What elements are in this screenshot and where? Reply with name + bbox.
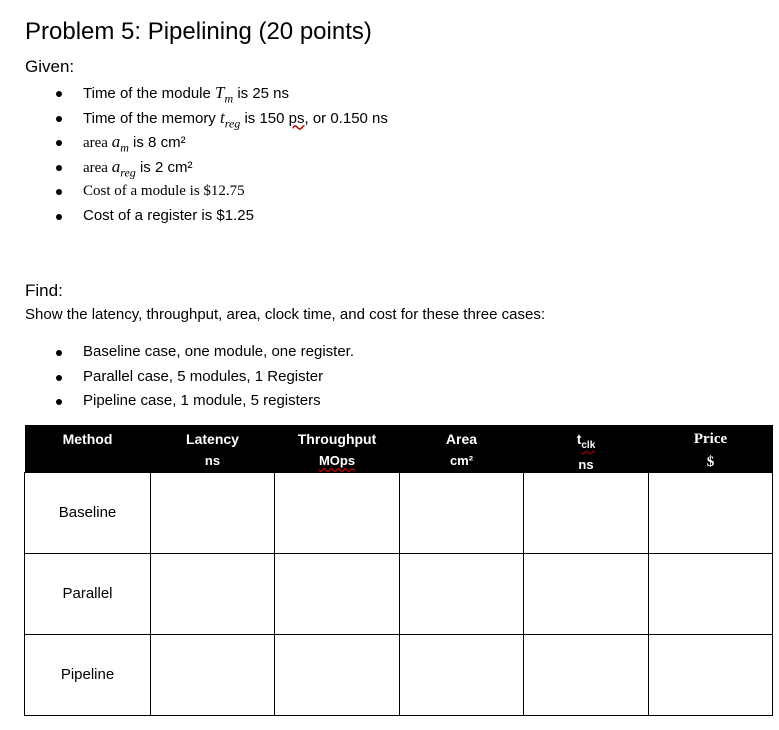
- case-baseline: Baseline case, one module, one register.: [56, 340, 354, 365]
- row-label-pipeline: Pipeline: [25, 634, 151, 715]
- answer-cell[interactable]: [649, 634, 773, 715]
- given-item-memory-time: Time of the memory $t_{reg}$ is 150 ps, or 0.150 ns: [56, 106, 388, 131]
- answer-cell[interactable]: [151, 472, 275, 553]
- cases-list: [56, 340, 354, 414]
- table-row: [25, 472, 773, 553]
- given-item-module-time: Time of the module $T_m$ is 25 ns: [56, 81, 388, 106]
- row-label-baseline: Baseline: [25, 472, 151, 553]
- answer-cell[interactable]: [275, 634, 400, 715]
- answer-cell[interactable]: [524, 553, 649, 634]
- answer-cell[interactable]: [151, 553, 275, 634]
- given-list: [56, 81, 388, 228]
- case-pipeline: Pipeline case, 1 module, 5 registers: [56, 389, 354, 414]
- spellcheck-word-ps: ps: [288, 109, 305, 127]
- page-title: Problem 5: Pipelining (20 points): [25, 18, 372, 45]
- var-areg: $a_{reg}$: [111, 156, 136, 179]
- table-row: [25, 553, 773, 634]
- given-item-register-area: area $a_{reg}$ is 2 cm²: [56, 155, 388, 180]
- var-am: $a_m$: [111, 132, 129, 155]
- var-treg: $t_{reg}$: [219, 107, 241, 130]
- answer-cell[interactable]: [151, 634, 275, 715]
- table-row: [25, 634, 773, 715]
- results-table: [24, 425, 773, 716]
- var-Tm: $T_m$: [215, 83, 234, 106]
- header-area: Area cm²: [400, 425, 524, 472]
- given-item-module-area: area $a_m$ is 8 cm²: [56, 130, 388, 155]
- answer-cell[interactable]: [275, 472, 400, 553]
- answer-cell[interactable]: [524, 472, 649, 553]
- header-price: Price $: [649, 425, 773, 472]
- table-header-row: [25, 425, 773, 472]
- given-item-register-cost: Cost of a register is $1.25: [56, 204, 388, 229]
- header-method: Method: [25, 425, 151, 472]
- case-parallel: Parallel case, 5 modules, 1 Register: [56, 365, 354, 390]
- given-heading: Given:: [25, 57, 75, 76]
- row-label-parallel: Parallel: [25, 553, 151, 634]
- answer-cell[interactable]: [275, 553, 400, 634]
- answer-cell[interactable]: [649, 553, 773, 634]
- answer-cell[interactable]: [524, 634, 649, 715]
- header-throughput: Throughput MOps: [275, 425, 400, 472]
- answer-cell[interactable]: [400, 472, 524, 553]
- given-item-module-cost: Cost of a module is $12.75: [56, 179, 388, 204]
- find-heading: Find:: [25, 281, 63, 300]
- answer-cell[interactable]: [400, 553, 524, 634]
- header-latency: Latency ns: [151, 425, 275, 472]
- answer-cell[interactable]: [400, 634, 524, 715]
- find-description: Show the latency, throughput, area, clock time, and cost for these three cases:: [25, 306, 546, 323]
- header-tclk: $t_{clk}$ ns: [524, 425, 649, 472]
- answer-cell[interactable]: [649, 472, 773, 553]
